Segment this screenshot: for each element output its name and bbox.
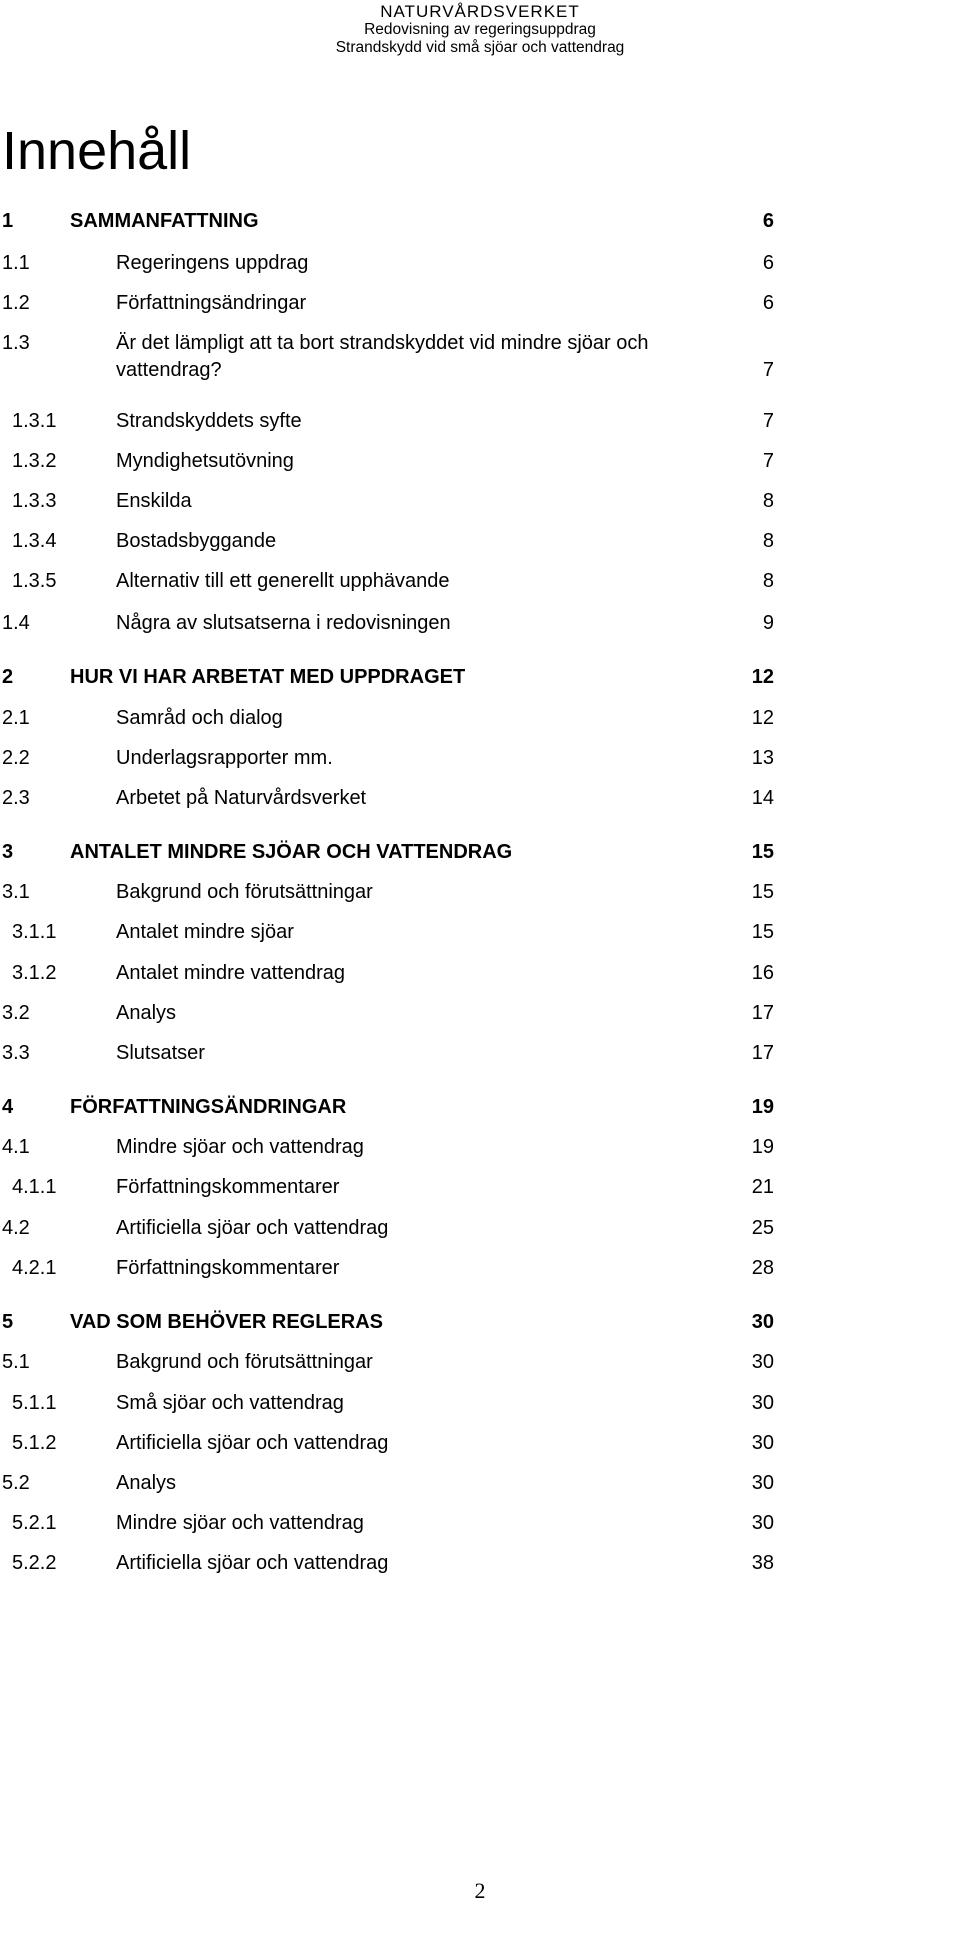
toc-title: Är det lämpligt att ta bort strandskyddet vid mindre sjöar och: [116, 332, 649, 354]
toc-title: Mindre sjöar och vattendrag: [116, 1512, 364, 1534]
header-report-type: Redovisning av regeringsuppdrag: [364, 21, 596, 38]
toc-number: 1.3.4: [12, 530, 57, 552]
toc-number: 5.2.1: [12, 1512, 57, 1534]
toc-number: 4.2.1: [12, 1257, 57, 1279]
toc-number: 5.1: [2, 1351, 30, 1373]
toc-number: 3.1: [2, 881, 30, 903]
page-number: 2: [474, 1878, 486, 1903]
toc-title: Författningskommentarer: [116, 1257, 340, 1279]
toc-title: Analys: [116, 1002, 177, 1024]
toc-page: 8: [762, 570, 774, 592]
toc-entry[interactable]: [0, 1038, 960, 1068]
toc-page: 6: [762, 292, 774, 314]
toc-page: 30: [751, 1472, 774, 1494]
toc-number: 2.1: [2, 707, 30, 729]
toc-page: 30: [751, 1351, 774, 1373]
toc-title: Samråd och dialog: [116, 707, 283, 729]
toc-page: 19: [751, 1096, 774, 1118]
toc-title: Enskilda: [116, 490, 192, 512]
toc-number: 4.1.1: [12, 1176, 57, 1198]
toc-page: 13: [751, 747, 774, 769]
toc-title: VAD SOM BEHÖVER REGLERAS: [70, 1311, 383, 1333]
toc-title: Myndighetsutövning: [116, 450, 294, 472]
toc-entry[interactable]: [0, 608, 960, 638]
toc-entry[interactable]: [0, 1347, 960, 1377]
toc-number: 1.3.5: [12, 570, 57, 592]
toc-page: 7: [762, 359, 774, 381]
toc-page: 30: [751, 1392, 774, 1414]
toc-number: 1.3.2: [12, 450, 57, 472]
toc-title: Regeringens uppdrag: [116, 252, 309, 274]
toc-title-continued: vattendrag?: [116, 359, 222, 381]
toc-number: 1.3: [2, 332, 30, 354]
toc-title: FÖRFATTNINGSÄNDRINGAR: [70, 1096, 347, 1118]
toc-entry[interactable]: [0, 1508, 960, 1538]
toc-title: Underlagsrapporter mm.: [116, 747, 333, 769]
toc-entry[interactable]: [0, 1213, 960, 1243]
toc-title: Analys: [116, 1472, 177, 1494]
toc-number: 5.1.1: [12, 1392, 57, 1414]
toc-page: 9: [762, 612, 774, 634]
toc-number: 3.1.1: [12, 921, 57, 943]
toc-entry[interactable]: [0, 566, 960, 596]
toc-title: Författningsändringar: [116, 292, 307, 314]
toc-page: 19: [751, 1136, 774, 1158]
toc-page: 7: [762, 450, 774, 472]
toc-entry[interactable]: [0, 1548, 960, 1578]
toc-title: Bostadsbyggande: [116, 530, 277, 552]
toc-title: Antalet mindre vattendrag: [116, 962, 346, 984]
toc-page: 16: [751, 962, 774, 984]
toc-page: 30: [751, 1512, 774, 1534]
toc-entry[interactable]: [0, 877, 960, 907]
toc-entry[interactable]: [0, 1307, 960, 1337]
toc-entry[interactable]: [0, 662, 960, 692]
toc-page: 15: [751, 881, 774, 903]
toc-number: 3.1.2: [12, 962, 57, 984]
toc-page: 12: [751, 666, 774, 688]
toc-entry[interactable]: [0, 206, 960, 236]
toc-title: Bakgrund och förutsättningar: [116, 1351, 373, 1373]
toc-number: 4.1: [2, 1136, 30, 1158]
toc-entry[interactable]: [0, 406, 960, 436]
toc-title: Artificiella sjöar och vattendrag: [116, 1432, 389, 1454]
toc-number: 2.3: [2, 787, 30, 809]
toc-page: 12: [751, 707, 774, 729]
toc-entry[interactable]: [0, 248, 960, 278]
toc-number: 1.4: [2, 612, 30, 634]
toc-entry[interactable]: [0, 1132, 960, 1162]
toc-number: 1.3.1: [12, 410, 57, 432]
header-organization: NATURVÅRDSVERKET: [380, 2, 580, 21]
page-title: Innehåll: [2, 121, 192, 181]
toc-page: 15: [751, 841, 774, 863]
toc-title: Artificiella sjöar och vattendrag: [116, 1217, 389, 1239]
toc-number: 5.1.2: [12, 1432, 57, 1454]
toc-number: 3.3: [2, 1042, 30, 1064]
toc-number: 5.2: [2, 1472, 30, 1494]
toc-number: 5.2.2: [12, 1552, 57, 1574]
toc-entry[interactable]: [0, 1253, 960, 1283]
toc-page: 38: [751, 1552, 774, 1574]
toc-title: Några av slutsatserna i redovisningen: [116, 612, 451, 634]
toc-entry[interactable]: [0, 743, 960, 773]
toc-page: 6: [762, 252, 774, 274]
toc-number: 1.1: [2, 252, 30, 274]
toc-entry[interactable]: [0, 446, 960, 476]
toc-number: 4.2: [2, 1217, 30, 1239]
toc-number: 1: [2, 210, 14, 232]
toc-page: 6: [762, 210, 774, 232]
toc-title: Mindre sjöar och vattendrag: [116, 1136, 364, 1158]
toc-title: Alternativ till ett generellt upphävande: [116, 570, 450, 592]
toc-title: Bakgrund och förutsättningar: [116, 881, 373, 903]
toc-number: 3: [2, 841, 14, 863]
toc-entry[interactable]: [0, 328, 960, 398]
toc-entry[interactable]: [0, 288, 960, 318]
toc-page: 30: [751, 1432, 774, 1454]
header-subject: Strandskydd vid små sjöar och vattendrag: [335, 39, 625, 56]
toc-entry[interactable]: [0, 1468, 960, 1498]
toc-title: Artificiella sjöar och vattendrag: [116, 1552, 389, 1574]
toc-entry[interactable]: [0, 526, 960, 556]
toc-entry[interactable]: [0, 783, 960, 813]
toc-title: Författningskommentarer: [116, 1176, 340, 1198]
toc-entry[interactable]: [0, 837, 960, 867]
toc-entry[interactable]: [0, 1428, 960, 1458]
toc-number: 2: [2, 666, 14, 688]
toc-title: Slutsatser: [116, 1042, 205, 1064]
toc-page: 8: [762, 530, 774, 552]
toc-entry[interactable]: [0, 1388, 960, 1418]
toc-page: 28: [751, 1257, 774, 1279]
toc-entry[interactable]: [0, 1172, 960, 1202]
toc-entry[interactable]: [0, 703, 960, 733]
toc-title: Arbetet på Naturvårdsverket: [116, 787, 367, 809]
toc-number: 3.2: [2, 1002, 30, 1024]
toc-title: Strandskyddets syfte: [116, 410, 302, 432]
toc-entry[interactable]: [0, 917, 960, 947]
toc-page: 14: [751, 787, 774, 809]
toc-page: 30: [751, 1311, 774, 1333]
toc-page: 21: [751, 1176, 774, 1198]
toc-page: 17: [751, 1042, 774, 1064]
toc-entry[interactable]: [0, 486, 960, 516]
toc-title: HUR VI HAR ARBETAT MED UPPDRAGET: [70, 666, 466, 688]
toc-title: Antalet mindre sjöar: [116, 921, 294, 943]
toc-title: SAMMANFATTNING: [70, 210, 259, 232]
toc-page: 25: [751, 1217, 774, 1239]
toc-page: 17: [751, 1002, 774, 1024]
toc-entry[interactable]: [0, 998, 960, 1028]
toc-number: 2.2: [2, 747, 30, 769]
toc-entry[interactable]: [0, 1092, 960, 1122]
toc-page: 8: [762, 490, 774, 512]
toc-number: 4: [2, 1096, 14, 1118]
toc-entry[interactable]: [0, 958, 960, 988]
toc-number: 1.2: [2, 292, 30, 314]
toc-number: 5: [2, 1311, 14, 1333]
toc-page: 7: [762, 410, 774, 432]
toc-number: 1.3.3: [12, 490, 57, 512]
toc-title: Små sjöar och vattendrag: [116, 1392, 344, 1414]
toc-title: ANTALET MINDRE SJÖAR OCH VATTENDRAG: [70, 841, 513, 863]
toc-page: 15: [751, 921, 774, 943]
